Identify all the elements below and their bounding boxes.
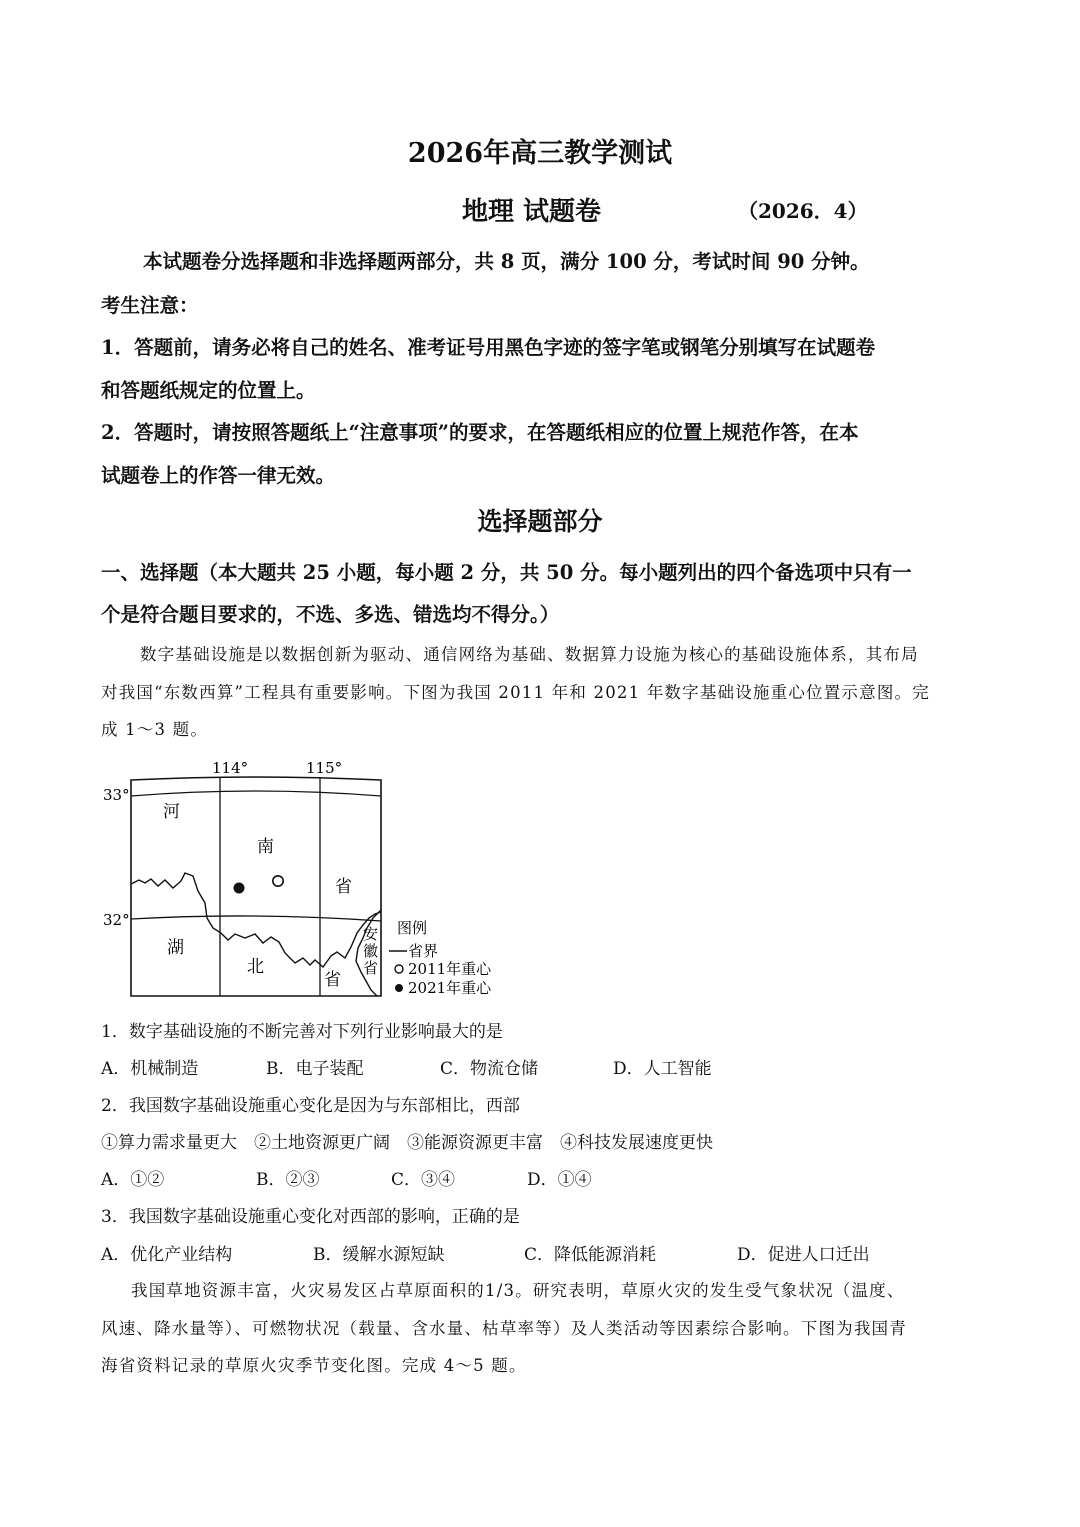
section-title: 选择题部分 <box>477 507 603 536</box>
center-of-gravity-map <box>95 752 515 1007</box>
parallel-32 <box>131 916 381 921</box>
lat-label-32: 32° <box>103 911 130 929</box>
legend-2021-marker <box>395 984 403 992</box>
question-1-option-c: C．物流仓储 <box>440 1059 539 1079</box>
label-nan: 南 <box>257 837 274 857</box>
question-2-option-c: C．③④ <box>391 1170 456 1190</box>
label-he: 河 <box>163 802 180 822</box>
notice-heading: 考生注意： <box>101 294 199 317</box>
label-an: 安 <box>363 925 379 943</box>
notice-item-2-line-2: 试题卷上的作答一律无效。 <box>101 464 336 487</box>
passage-2-line-2: 风速、降水量等）、可燃物状况（载量、含水量、枯草率等）及人类活动等因素综合影响。下图为我国青 <box>101 1319 907 1338</box>
passage-2-line-3: 海省资料记录的草原火灾季节变化图。完成 4～5 题。 <box>101 1356 527 1375</box>
lat-label-33: 33° <box>103 786 130 804</box>
question-2-stem: 2．我国数字基础设施重心变化是因为与东部相比，西部 <box>101 1096 520 1116</box>
question-3-option-b: B．缓解水源短缺 <box>313 1245 445 1265</box>
passage-1-line-1: 数字基础设施是以数据创新为驱动、通信网络为基础、数据算力设施为核心的基础设施体系，其布局 <box>140 645 919 664</box>
label-hu: 湖 <box>167 938 184 958</box>
question-1-option-b: B．电子装配 <box>266 1059 364 1079</box>
legend-2021-label: 2021年重心 <box>408 979 492 997</box>
question-1-option-d: D．人工智能 <box>613 1059 712 1079</box>
notice-item-1-line-2: 和答题纸规定的位置上。 <box>101 379 316 402</box>
exam-title: 2026年高三教学测试 <box>407 138 673 169</box>
question-1-stem: 1．数字基础设施的不断完善对下列行业影响最大的是 <box>101 1022 503 1042</box>
legend-2011-marker <box>395 965 403 973</box>
label-sheng-hubei: 省 <box>324 970 341 990</box>
question-2-items: ①算力需求量更大 ②土地资源更广阔 ③能源资源更丰富 ④科技发展速度更快 <box>101 1133 713 1153</box>
center-2011-marker <box>273 876 283 886</box>
center-2021-marker <box>234 883 245 894</box>
exam-date: （2026．4） <box>738 199 868 223</box>
question-3-option-a: A．优化产业结构 <box>101 1245 233 1265</box>
legend-2011-label: 2011年重心 <box>408 960 492 978</box>
legend-border-label: 省界 <box>408 942 439 960</box>
subject-title: 地理 试题卷 <box>462 197 602 227</box>
passage-1-line-3: 成 1～3 题。 <box>101 720 209 739</box>
label-sheng-anhui: 省 <box>363 959 379 977</box>
section-instruction-line-1: 一、选择题（本大题共 25 小题，每小题 2 分，共 50 分。每小题列出的四个备选项中只有一 <box>101 561 912 584</box>
question-1-option-a: A．机械制造 <box>101 1059 199 1079</box>
question-2-option-d: D．①④ <box>527 1170 592 1190</box>
question-3-stem: 3．我国数字基础设施重心变化对西部的影响，正确的是 <box>101 1207 520 1227</box>
lon-label-115: 115° <box>306 759 343 777</box>
label-bei: 北 <box>247 957 264 977</box>
label-hui: 徽 <box>363 942 379 960</box>
notice-item-1-line-1: 1．答题前，请务必将自己的姓名、准考证号用黑色字迹的签字笔或钢笔分别填写在试题卷 <box>101 336 876 359</box>
legend-title: 图例 <box>397 919 428 937</box>
question-3-option-c: C．降低能源消耗 <box>524 1245 657 1265</box>
parallel-33 <box>131 791 381 796</box>
label-sheng-henan: 省 <box>335 877 352 897</box>
question-3-option-d: D．促进人口迁出 <box>737 1245 870 1265</box>
intro-text: 本试题卷分选择题和非选择题两部分，共 8 页，满分 100 分，考试时间 90 分钟。 <box>143 250 870 273</box>
question-2-option-a: A．①② <box>101 1170 165 1190</box>
passage-2-line-1: 我国草地资源丰富，火灾易发区占草原面积的1/3。研究表明，草原火灾的发生受气象状况（温度、 <box>131 1281 905 1300</box>
notice-item-2-line-1: 2．答题时，请按照答题纸上“注意事项”的要求，在答题纸相应的位置上规范作答，在本 <box>101 421 859 444</box>
question-2-option-b: B．②③ <box>256 1170 320 1190</box>
passage-1-line-2: 对我国“东数西算”工程具有重要影响。下图为我国 2011 年和 2021 年数字基础设施重心位置示意图。完 <box>101 683 930 702</box>
lon-label-114: 114° <box>212 759 249 777</box>
section-instruction-line-2: 个是符合题目要求的，不选、多选、错选均不得分。） <box>101 603 560 626</box>
